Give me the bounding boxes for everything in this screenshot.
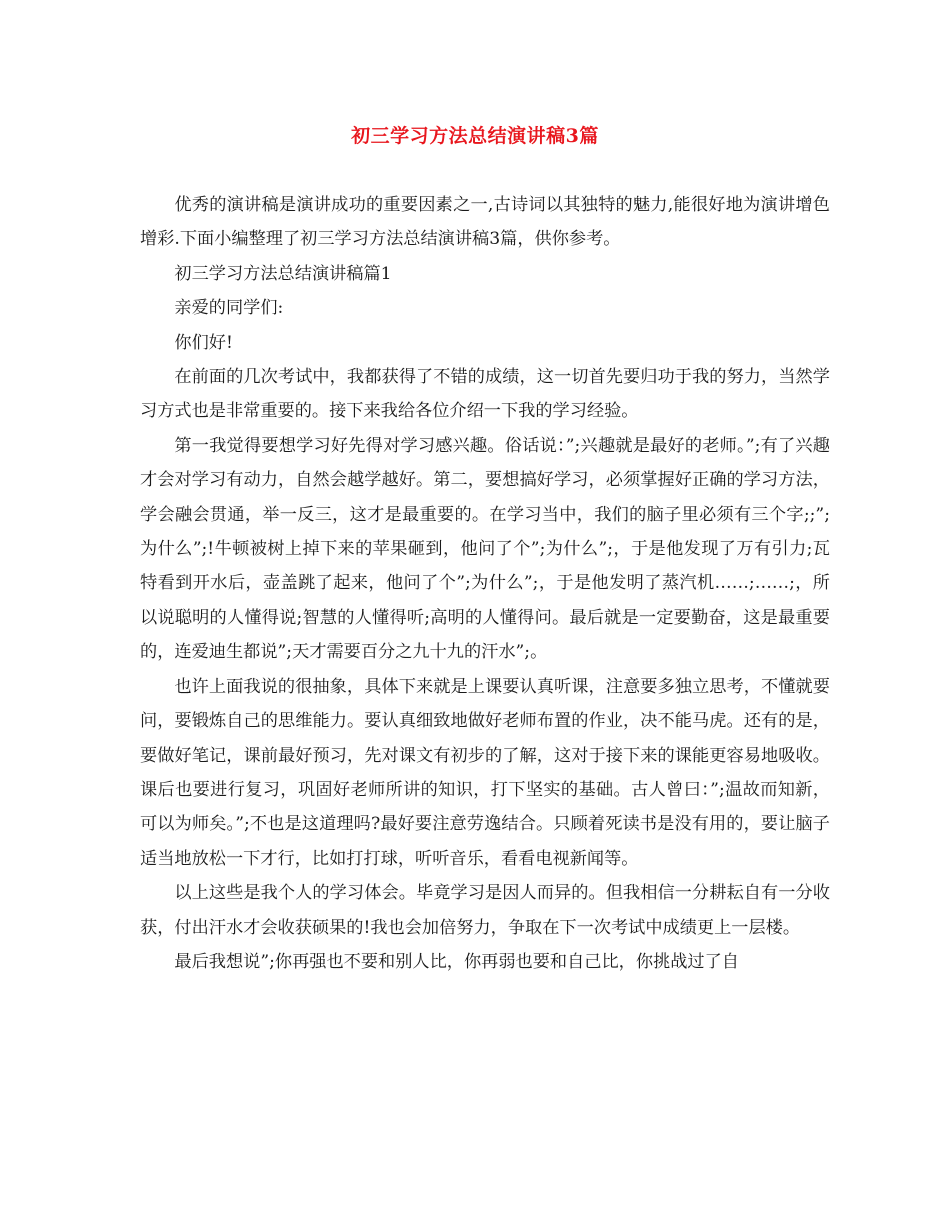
body-paragraph: 最后我想说”;你再强也不要和别人比，你再弱也要和自己比，你挑战过了自: [174, 951, 739, 972]
body-paragraph: 在前面的几次考试中，我都获得了不错的成绩，这一切首先要归功于我的努力，当然学习方式也是非常重要的。接下来我给各位介绍一下我的学习经验。: [140, 367, 830, 422]
salutation: 亲爱的同学们:: [174, 298, 284, 319]
body-paragraph: 也许上面我说的很抽象，具体下来就是上课要认真听课，注意要多独立思考，不懂就要问，要锻炼自己的思维能力。要认真细致地做好老师布置的作业，决不能马虎。还有的是，要做好笔记，课前最好预习，先对课文有初步的了解，这对于接下来的课能更容易地吸收。课后也要进行复习，巩固好老师所讲的知识，打下坚实的基础。古人曾曰：”;温故而知新，可以为师矣。”;不也是这道理吗?最好要注意劳逸结合。只顾着死读书是没有用的，要让脑子适当地放松一下才行，比如打打球，听听音乐，看看电视新闻等。: [140, 676, 830, 869]
document-title: 初三学习方法总结演讲稿3篇: [351, 125, 599, 147]
intro-paragraph: 优秀的演讲稿是演讲成功的重要因素之一,古诗词以其独特的魅力,能很好地为演讲增色增彩.下面小编整理了初三学习方法总结演讲稿3篇，供你参考。: [140, 195, 830, 250]
greeting: 你们好!: [174, 332, 233, 353]
document-body: [140, 188, 830, 979]
section-heading: 初三学习方法总结演讲稿篇1: [174, 263, 392, 284]
body-paragraph: 以上这些是我个人的学习体会。毕竟学习是因人而异的。但我相信一分耕耘自有一分收获，付出汗水才会收获硕果的!我也会加倍努力，争取在下一次考试中成绩更上一层楼。: [140, 883, 830, 938]
body-paragraph: 第一我觉得要想学习好先得对学习感兴趣。俗话说：”;兴趣就是最好的老师。”;有了兴趣才会对学习有动力，自然会越学越好。第二，要想搞好学习，必须掌握好正确的学习方法，学会融会贯通，举一反三，这才是最重要的。在学习当中，我们的脑子里必须有三个字;;”;为什么”;!牛顿被树上掉下来的苹果砸到，他问了个”;为什么”;，于是他发现了万有引力;瓦特看到开水后，壶盖跳了起来，他问了个”;为什么”;，于是他发明了蒸汽机……;……;，所以说聪明的人懂得说;智慧的人懂得听;高明的人懂得问。最后就是一定要勤奋，这是最重要的，连爱迪生都说”;天才需要百分之九十九的汗水”;。: [140, 435, 830, 663]
